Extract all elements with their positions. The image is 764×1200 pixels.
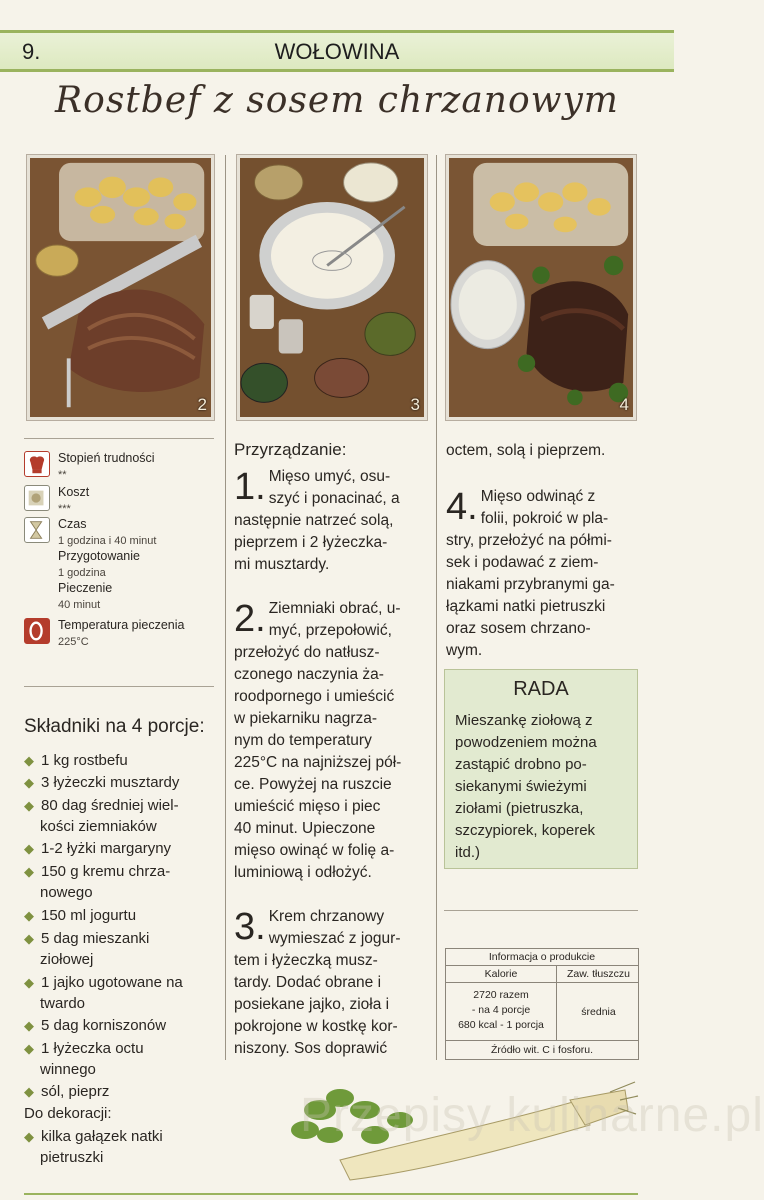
prep-label: Przygotowanie xyxy=(58,549,140,563)
photo-number: 3 xyxy=(410,395,420,414)
product-info-values: 2720 razem - na 4 porcje 680 kcal - 1 porcja średnia xyxy=(446,983,638,1041)
prep-value: 1 godzina xyxy=(58,567,106,579)
ingredient-item: ◆ 5 dag korniszonów xyxy=(24,1017,167,1034)
step-number: 1. xyxy=(234,466,266,508)
product-info-source: Źródło wit. C i fosforu. xyxy=(490,1044,594,1056)
cost-label: Koszt xyxy=(58,485,90,499)
photo-number: 2 xyxy=(197,395,207,414)
ingredient-item: ◆ sól, pieprz xyxy=(24,1083,110,1100)
chapter-header xyxy=(0,30,674,72)
ingredient-item: ◆ 1 kg rostbefu xyxy=(24,752,128,769)
photo-step-3 xyxy=(237,155,427,420)
step-1: 1. Mięso umyć, osu- szyć i ponacinać, a następnie natrzeć solą, pieprzem i 2 łyżeczka- mi musztardy. xyxy=(234,466,400,573)
ingredient-item: ◆ 1-2 łyżki margaryny xyxy=(24,840,172,857)
temp-label: Temperatura pieczenia xyxy=(58,618,185,632)
step-4: 4. Mięso odwinąć z folii, pokroić w pla- stry, przełożyć na półmi- sek i podawać z ziem- niakami przybranymi ga- łązkami natki pietruszki oraz sosem chrzano- wym. xyxy=(446,486,615,659)
ingredient-item: ◆ 3 łyżeczki musztardy xyxy=(24,774,180,791)
tip-title: RADA xyxy=(513,678,569,700)
product-info-table xyxy=(445,948,639,1060)
time-label: Czas xyxy=(58,517,87,531)
ingredient-item: ◆ 150 ml jogurtu xyxy=(24,907,137,924)
step-number: 2. xyxy=(234,598,266,640)
divider xyxy=(24,438,214,439)
step-number: 4. xyxy=(446,486,478,528)
column-divider xyxy=(436,155,437,1060)
photo-step-4 xyxy=(446,155,636,420)
difficulty-label: Stopień trudności xyxy=(58,451,155,465)
bake-value: 40 minut xyxy=(58,599,101,611)
step-2: 2. Ziemniaki obrać, u- myć, przepołowić, przełożyć do natłusz- czonego naczynia ża- roodpornego i umieścić w piekarniku nagrza- nym do temperatury 225°C na najniższej pół- ce. Powyżej na ruszcie umieścić mięso i piec 40 minut. Upieczone mięso owinąć w folię a- luminiową i odłożyć. xyxy=(234,598,402,881)
ingredient-item: ◆ 5 dag mieszanki ziołowej xyxy=(24,930,150,968)
product-info-title: Informacja o produkcie xyxy=(446,949,638,966)
watermark: Przepisy kulinarne.pl xyxy=(300,1089,764,1142)
tip-box xyxy=(444,669,638,869)
photo-step-2 xyxy=(27,155,214,420)
ingredient-item: ◆ 1 jajko ugotowane na twardo xyxy=(24,974,183,1012)
product-info-header: Kalorie Zaw. tłuszczu xyxy=(446,966,638,983)
chef-hat-icon xyxy=(24,451,50,477)
oven-dial-icon xyxy=(24,618,50,644)
step-3: 3. Krem chrzanowy wymieszać z jogur- tem i łyżeczką musz- tardy. Dodać obrane i posiekane jajko, zioła i pokrojone w kostkę kor- niszony. Sos doprawić xyxy=(234,906,401,1057)
divider xyxy=(24,686,214,687)
footer-line xyxy=(24,1193,638,1195)
ingredient-item: ◆ 150 g kremu chrza- nowego xyxy=(24,863,171,901)
chapter-title: WOŁOWINA xyxy=(274,39,400,64)
time-value: 1 godzina i 40 minut xyxy=(58,535,157,547)
ingredient-item: ◆ 1 łyżeczka octu winnego xyxy=(24,1040,144,1078)
decoration-heading: Do dekoracji: xyxy=(24,1105,112,1122)
ingredients-heading: Składniki na 4 porcje: xyxy=(24,716,205,737)
hourglass-icon xyxy=(24,517,50,543)
temp-value: 225°C xyxy=(58,636,89,648)
difficulty-value: ** xyxy=(58,469,67,481)
cost-value: *** xyxy=(58,503,71,515)
photo-number: 4 xyxy=(619,395,629,414)
preparation-heading: Przyrządzanie: xyxy=(234,440,347,459)
divider xyxy=(444,910,638,911)
tip-text: Mieszankę ziołową z powodzeniem można zastąpić drobno po- siekanymi świeżymi ziołami (pietruszka, szczypiorek, koperek itd.) xyxy=(455,712,597,861)
recipe-title: Rostbef z sosem chrzanowym xyxy=(55,80,619,121)
bake-label: Pieczenie xyxy=(58,581,113,595)
step-3-continuation: octem, solą i pieprzem. xyxy=(446,442,606,459)
ingredient-item: ◆ 80 dag średniej wiel- kości ziemniaków xyxy=(24,797,179,835)
step-number: 3. xyxy=(234,906,266,948)
coin-icon xyxy=(24,485,50,511)
column-divider xyxy=(225,155,226,1060)
chapter-number: 9. xyxy=(22,39,41,64)
decoration-item: ◆ kilka gałązek natki pietruszki xyxy=(24,1128,163,1166)
